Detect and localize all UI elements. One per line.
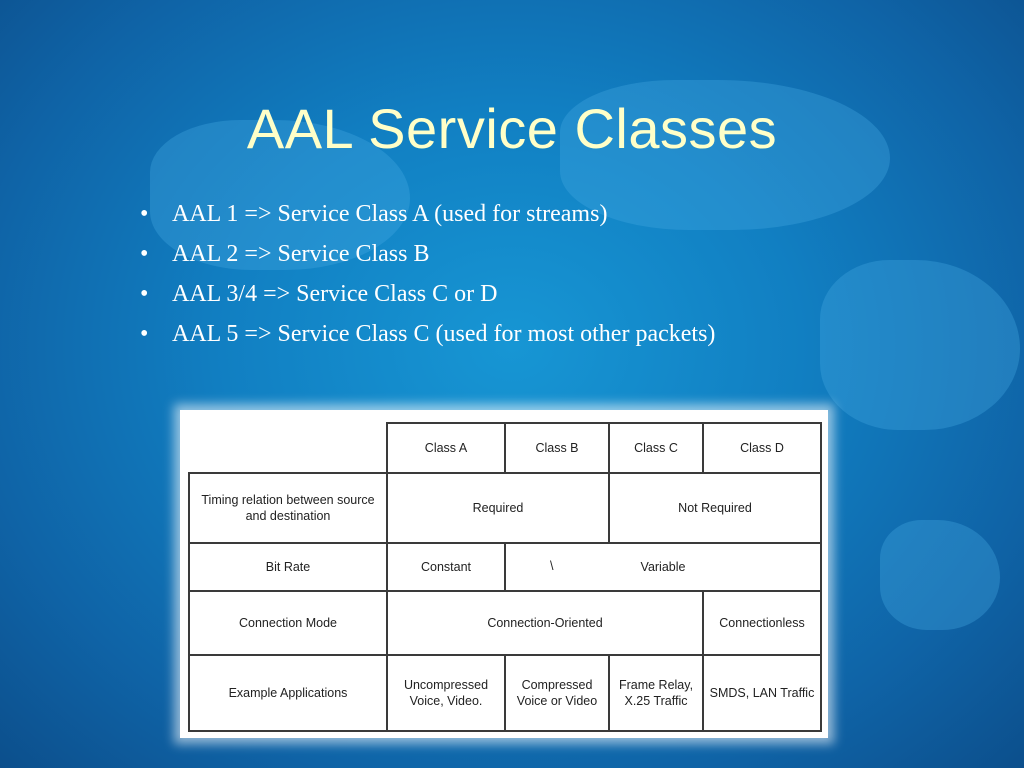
bullet-dot: • [140, 241, 149, 267]
bullet-dot: • [140, 201, 149, 227]
example-applications-label: Example Applications [189, 655, 387, 731]
service-class-table [188, 422, 822, 732]
class-c-application-cell: Frame Relay, X.25 Traffic [609, 655, 703, 731]
bullet-item [140, 276, 715, 316]
bullet-list [140, 196, 715, 356]
class-b-header: Class B [505, 423, 609, 473]
timing-relation-label: Timing relation between source and destination [189, 473, 387, 543]
bullet-item [140, 316, 715, 356]
connection-oriented-cell: Connection-Oriented [387, 591, 703, 655]
table-row [189, 473, 821, 543]
timing-not-required-cell: Not Required [609, 473, 821, 543]
table-corner-cell [189, 423, 387, 473]
class-a-header: Class A [387, 423, 505, 473]
bit-rate-constant-cell: Constant [387, 543, 505, 591]
timing-required-cell: Required [387, 473, 609, 543]
bullet-text: AAL 3/4 => Service Class C or D [172, 281, 498, 307]
service-class-table-image [180, 410, 828, 738]
bullet-item [140, 236, 715, 276]
bullet-dot: • [140, 281, 149, 307]
bit-rate-stray-mark: \ [550, 559, 554, 573]
class-a-application-cell: Uncompressed Voice, Video. [387, 655, 505, 731]
class-c-header: Class C [609, 423, 703, 473]
bit-rate-variable-text: Variable [640, 560, 686, 574]
world-map-background [880, 520, 1000, 630]
world-map-background [820, 260, 1020, 430]
table-row [189, 543, 821, 591]
bullet-text: AAL 1 => Service Class A (used for streams) [172, 201, 608, 227]
bullet-text: AAL 2 => Service Class B [172, 241, 430, 267]
class-b-application-cell: Compressed Voice or Video [505, 655, 609, 731]
table-row [189, 423, 821, 473]
class-d-header: Class D [703, 423, 821, 473]
bullet-item [140, 196, 715, 236]
table-row [189, 655, 821, 731]
bit-rate-label: Bit Rate [189, 543, 387, 591]
connection-mode-label: Connection Mode [189, 591, 387, 655]
table-row [189, 591, 821, 655]
connectionless-cell: Connectionless [703, 591, 821, 655]
slide-title: AAL Service Classes [246, 97, 778, 160]
class-d-application-cell: SMDS, LAN Traffic [703, 655, 821, 731]
bullet-dot: • [140, 321, 149, 347]
bit-rate-variable-cell [505, 543, 821, 591]
bullet-text: AAL 5 => Service Class C (used for most other packets) [172, 321, 716, 347]
